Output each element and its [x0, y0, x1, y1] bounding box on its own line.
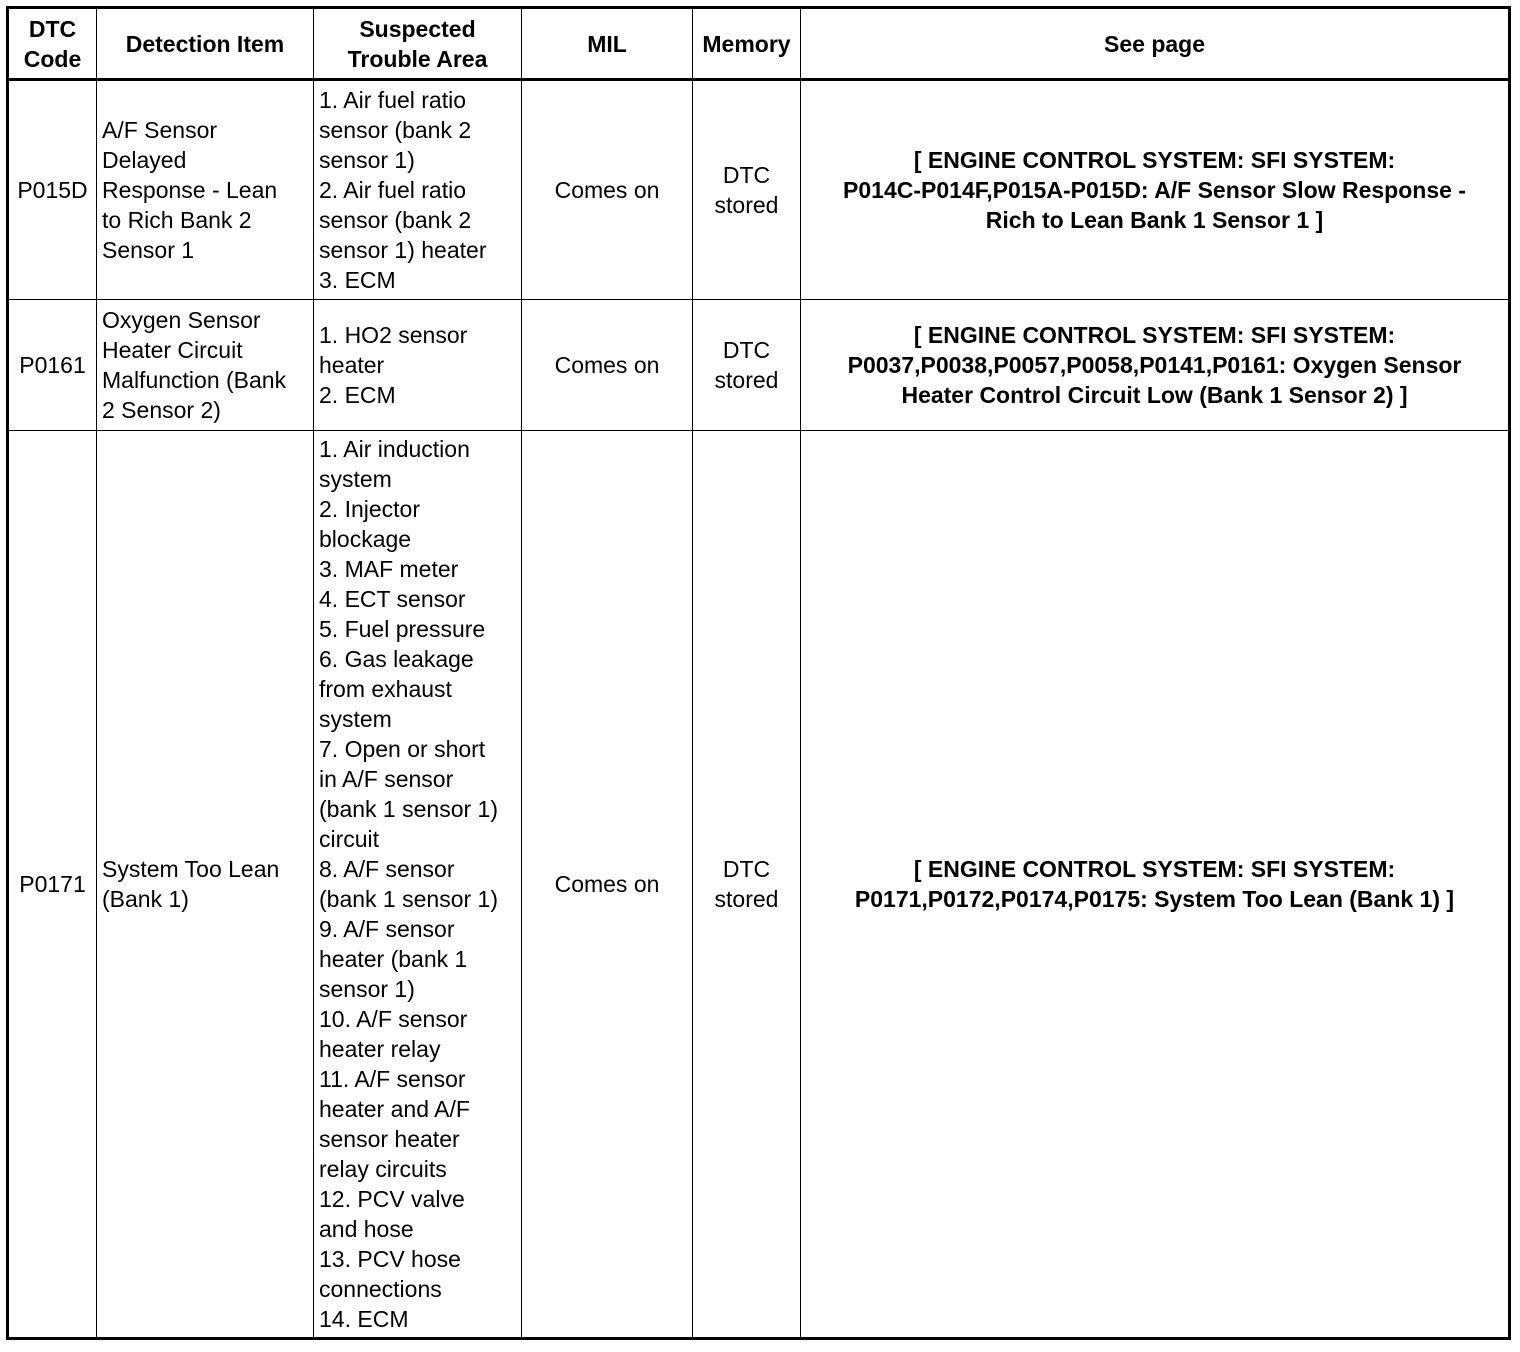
- see-page-link[interactable]: [ ENGINE CONTROL SYSTEM: SFI SYSTEM: P014C-P014F,P015A-P015D: A/F Sensor Slow Response - Rich to Lean Bank 1 Sensor 1 ]: [801, 80, 1510, 300]
- header-detection-item: Detection Item: [97, 8, 314, 80]
- trouble-area-cell: 1. Air fuel ratio sensor (bank 2 sensor 1) 2. Air fuel ratio sensor (bank 2 sensor 1) heater 3. ECM: [314, 80, 522, 300]
- header-row: [8, 8, 1510, 80]
- detection-item-cell: A/F Sensor Delayed Response - Lean to Rich Bank 2 Sensor 1: [97, 80, 314, 300]
- dtc-code-cell: P0161: [8, 300, 97, 431]
- header-mil: MIL: [522, 8, 693, 80]
- memory-cell: DTC stored: [693, 80, 801, 300]
- header-dtc-code: DTC Code: [8, 8, 97, 80]
- see-page-link[interactable]: [ ENGINE CONTROL SYSTEM: SFI SYSTEM: P0037,P0038,P0057,P0058,P0141,P0161: Oxygen Sensor Heater Control Circuit Low (Bank 1 Sensor 2) ]: [801, 300, 1510, 431]
- memory-cell: DTC stored: [693, 300, 801, 431]
- dtc-table: [6, 6, 1511, 1340]
- detection-item-cell: System Too Lean (Bank 1): [97, 431, 314, 1339]
- table-row: [8, 80, 1510, 300]
- mil-cell: Comes on: [522, 431, 693, 1339]
- table-row: [8, 300, 1510, 431]
- see-page-link[interactable]: [ ENGINE CONTROL SYSTEM: SFI SYSTEM: P0171,P0172,P0174,P0175: System Too Lean (Bank 1) ]: [801, 431, 1510, 1339]
- mil-cell: Comes on: [522, 300, 693, 431]
- table-header: [8, 8, 1510, 80]
- table-row: [8, 431, 1510, 1339]
- table-body: [8, 80, 1510, 1339]
- header-suspected-trouble-area: Suspected Trouble Area: [314, 8, 522, 80]
- trouble-area-cell: 1. Air induction system 2. Injector blockage 3. MAF meter 4. ECT sensor 5. Fuel pressure 6. Gas leakage from exhaust system 7. Open or short in A/F sensor (bank 1 sensor 1) circuit 8. A/F sensor (bank 1 sensor 1) 9. A/F sensor heater (bank 1 sensor 1) 10. A/F sensor heater relay 11. A/F sensor heater and A/F sensor heater relay circuits 12. PCV valve and hose 13. PCV hose connections 14. ECM: [314, 431, 522, 1339]
- mil-cell: Comes on: [522, 80, 693, 300]
- header-see-page: See page: [801, 8, 1510, 80]
- header-memory: Memory: [693, 8, 801, 80]
- memory-cell: DTC stored: [693, 431, 801, 1339]
- dtc-code-cell: P015D: [8, 80, 97, 300]
- detection-item-cell: Oxygen Sensor Heater Circuit Malfunction (Bank 2 Sensor 2): [97, 300, 314, 431]
- trouble-area-cell: 1. HO2 sensor heater 2. ECM: [314, 300, 522, 431]
- dtc-code-cell: P0171: [8, 431, 97, 1339]
